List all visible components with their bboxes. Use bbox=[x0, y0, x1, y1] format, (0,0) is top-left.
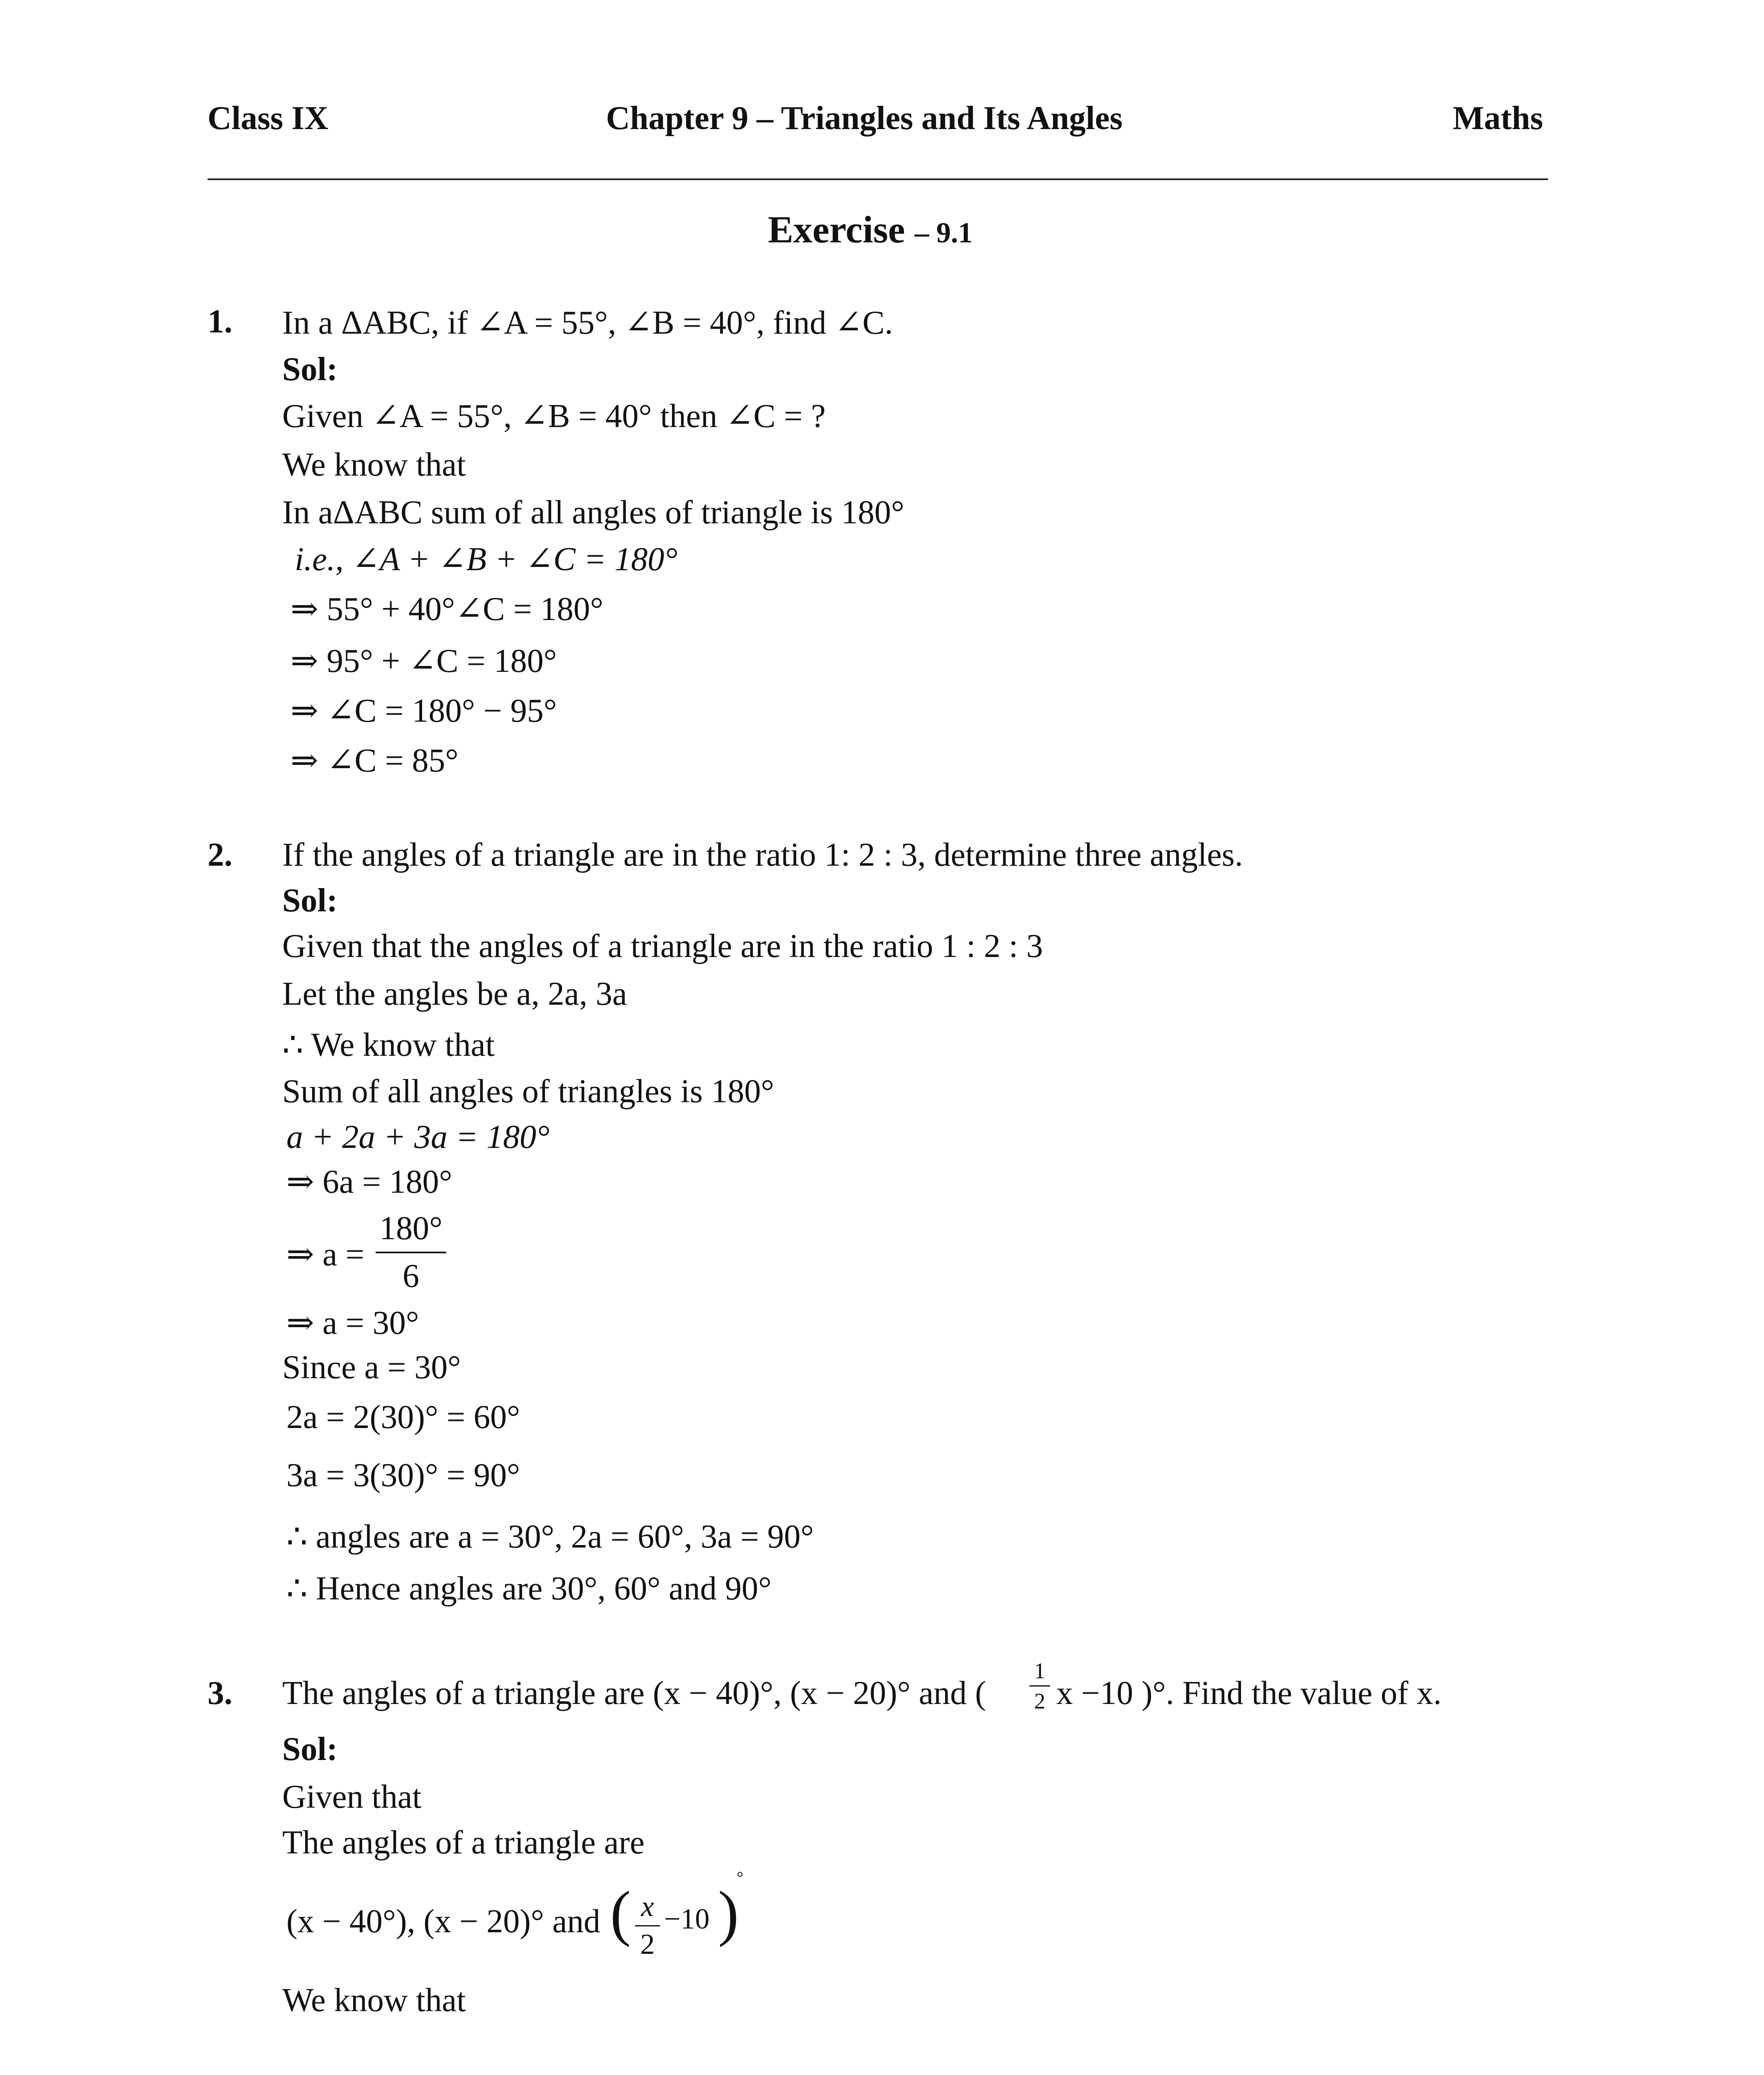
q3-question-fraction bbox=[1029, 1658, 1050, 1714]
q3-line: We know that bbox=[282, 1982, 466, 2019]
q2-line: ∴ angles are a = 30°, 2a = 60°, 3a = 90° bbox=[286, 1518, 814, 1555]
q1-number: 1. bbox=[208, 303, 232, 340]
q3-q-frac-denominator: 2 bbox=[1034, 1689, 1046, 1714]
q1-line: In aΔABC sum of all angles of triangle is 180° bbox=[282, 494, 904, 531]
fraction-bar bbox=[635, 1925, 660, 1926]
q2-line: Since a = 30° bbox=[282, 1349, 461, 1386]
header-chapter: Chapter 9 – Triangles and Its Angles bbox=[606, 100, 1123, 137]
q2-frac-denominator: 6 bbox=[403, 1258, 419, 1294]
right-paren: ) bbox=[718, 1879, 739, 1948]
q3-expression: (x − 40°), (x − 20)° and bbox=[286, 1903, 601, 1940]
q1-line: i.e., ∠A + ∠B + ∠C = 180° bbox=[295, 541, 678, 578]
q3-number: 3. bbox=[208, 1675, 232, 1711]
q2-line: Let the angles be a, 2a, 3a bbox=[282, 976, 627, 1012]
q2-frac-lhs: ⇒ a = bbox=[286, 1236, 364, 1273]
q2-line: ∴ We know that bbox=[282, 1027, 495, 1063]
q1-sol-label: Sol: bbox=[282, 351, 338, 388]
q2-line: ⇒ a = 30° bbox=[286, 1305, 419, 1341]
q2-line: Sum of all angles of triangles is 180° bbox=[282, 1073, 774, 1110]
q2-question: If the angles of a triangle are in the ratio 1: 2 : 3, determine three angles. bbox=[282, 837, 1243, 873]
q3-expr-tail: −10 bbox=[664, 1903, 710, 1935]
q1-line: Given ∠A = 55°, ∠B = 40° then ∠C = ? bbox=[282, 398, 826, 435]
header-class: Class IX bbox=[208, 100, 329, 137]
q3-question-start: The angles of a triangle are (x − 40)°, (x − 20)° and ( bbox=[282, 1675, 986, 1711]
q1-line: ⇒ ∠C = 180° − 95° bbox=[291, 693, 557, 729]
q2-line: Given that the angles of a triangle are in the ratio 1 : 2 : 3 bbox=[282, 928, 1043, 964]
q2-line: 2a = 2(30)° = 60° bbox=[286, 1399, 520, 1435]
q1-line: We know that bbox=[282, 447, 466, 483]
q2-frac-numerator: 180° bbox=[379, 1210, 442, 1247]
q2-line: 3a = 3(30)° = 90° bbox=[286, 1457, 520, 1494]
header-rule bbox=[208, 178, 1548, 180]
q1-line: ⇒ ∠C = 85° bbox=[291, 742, 459, 779]
q2-line: ⇒ 6a = 180° bbox=[286, 1164, 452, 1200]
fraction-bar bbox=[1029, 1685, 1050, 1687]
q3-expr-fraction bbox=[635, 1890, 660, 1961]
q2-line: ∴ Hence angles are 30°, 60° and 90° bbox=[286, 1570, 772, 1607]
q3-line: The angles of a triangle are bbox=[282, 1824, 645, 1861]
exercise-label: Exercise bbox=[768, 208, 905, 251]
exercise-number: – 9.1 bbox=[914, 217, 973, 249]
q3-expr-frac-denominator: 2 bbox=[640, 1929, 655, 1960]
q3-question-end: x −10 )°. Find the value of x. bbox=[1056, 1675, 1442, 1711]
q2-number: 2. bbox=[208, 837, 232, 873]
fraction-bar bbox=[376, 1252, 446, 1253]
left-paren: ( bbox=[610, 1879, 631, 1948]
q3-expr-degree: ° bbox=[737, 1868, 743, 1887]
q3-line: Given that bbox=[282, 1779, 422, 1815]
q3-sol-label: Sol: bbox=[282, 1731, 338, 1767]
q3-q-frac-numerator: 1 bbox=[1034, 1658, 1046, 1683]
q3-expr-frac-numerator: x bbox=[641, 1891, 654, 1923]
q2-sol-label: Sol: bbox=[282, 882, 338, 919]
q1-line: ⇒ 55° + 40°∠C = 180° bbox=[291, 591, 603, 627]
q2-fraction bbox=[376, 1210, 446, 1295]
header-subject: Maths bbox=[1453, 100, 1543, 137]
q2-line: a + 2a + 3a = 180° bbox=[286, 1119, 550, 1155]
exercise-title bbox=[768, 208, 972, 251]
q1-question: In a ΔABC, if ∠A = 55°, ∠B = 40°, find ∠C. bbox=[282, 305, 893, 341]
q1-line: ⇒ 95° + ∠C = 180° bbox=[291, 643, 557, 679]
